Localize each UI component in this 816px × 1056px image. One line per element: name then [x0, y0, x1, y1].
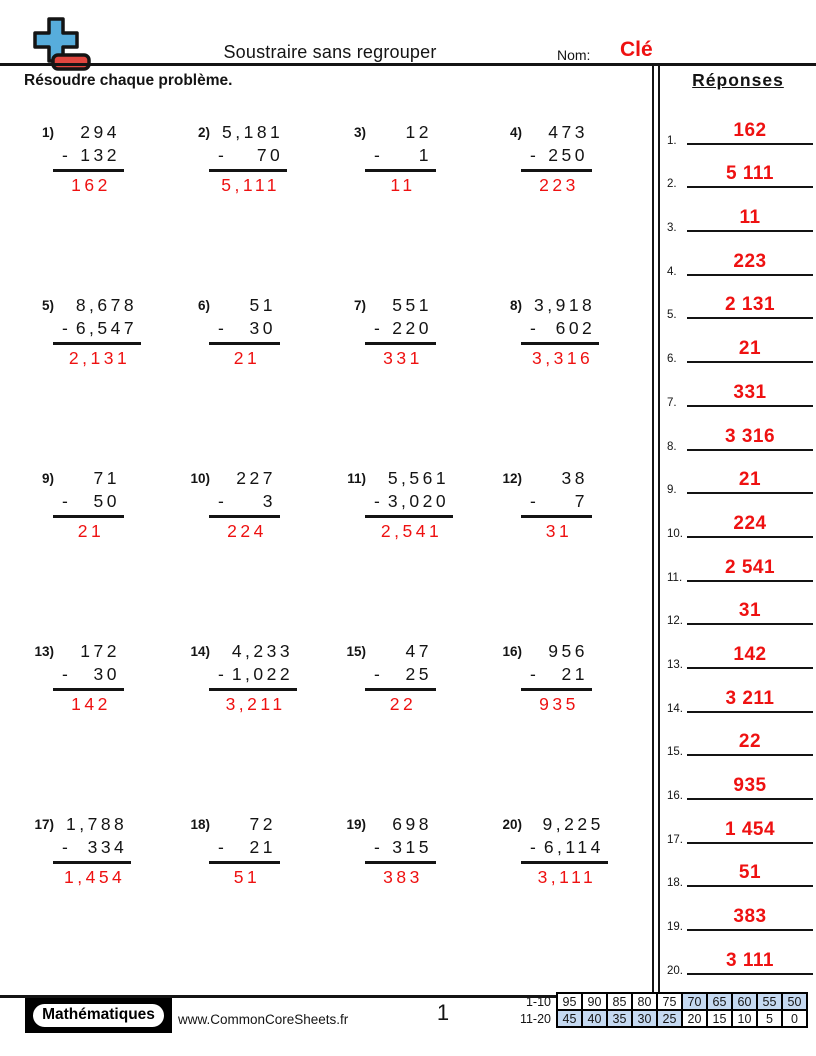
subtrahend: 315: [392, 837, 432, 857]
subtrahend-row: [218, 837, 276, 858]
problem-18: [180, 814, 336, 987]
problem-work: [218, 468, 276, 542]
problem-11: [336, 468, 492, 641]
answer-number: 14.: [667, 702, 683, 715]
problem-answer: 51: [233, 867, 261, 887]
answer-value: 162: [733, 119, 767, 141]
answer-value: 383: [733, 906, 767, 928]
answer-row-7: [661, 369, 815, 413]
problem-number: 16): [502, 644, 522, 659]
answers-title: Réponses: [692, 70, 784, 90]
minus-sign: -: [530, 837, 536, 857]
answer-line: [687, 623, 813, 625]
subtrahend: 3: [262, 491, 276, 511]
problem-17: [24, 814, 180, 987]
problem-answer: 5,111: [221, 175, 280, 195]
minuend: 473: [548, 122, 588, 142]
problem-13: [24, 641, 180, 814]
brand-label: Mathématiques: [31, 1002, 166, 1029]
minus-sign: -: [374, 837, 380, 857]
subtrahend-row: [62, 318, 137, 339]
problem-answer: 21: [77, 521, 105, 541]
minuend: 956: [548, 641, 588, 661]
problem-rule: [365, 688, 436, 691]
minuend: 5,561: [387, 468, 450, 488]
answer-line: [687, 842, 813, 844]
answer-number: 11.: [667, 571, 683, 584]
problem-work: [62, 814, 127, 888]
score-range-label: 11-20: [519, 1011, 551, 1026]
answer-line: [687, 754, 813, 756]
minus-sign: -: [374, 318, 380, 338]
score-cell: 50: [782, 993, 807, 1010]
problem-work: [218, 122, 283, 196]
answer-row-9: [661, 457, 815, 501]
answer-row-8: [661, 413, 815, 457]
minuend: 51: [249, 295, 276, 315]
problem-6: [180, 295, 336, 468]
score-cell: 55: [757, 993, 782, 1010]
problem-rule: [365, 515, 453, 518]
problem-answer: 331: [383, 348, 423, 368]
score-cell: 25: [657, 1010, 682, 1027]
problem-answer: 11: [390, 175, 416, 195]
subtrahend-row: [530, 664, 588, 685]
answer-value: 935: [733, 775, 767, 796]
subtrahend-row: [374, 664, 432, 685]
score-row-2: [515, 1010, 807, 1027]
answer-line: [687, 230, 813, 232]
answer-value: 22: [738, 731, 762, 753]
subtrahend: 7: [574, 491, 588, 511]
minuend: 9,225: [542, 814, 604, 834]
subtrahend-row: [218, 318, 276, 339]
subtrahend: 6,114: [543, 837, 604, 857]
problem-number: 4): [509, 125, 522, 140]
minus-sign: -: [62, 491, 68, 511]
problem-work: [530, 122, 588, 196]
answer-value: 223: [733, 250, 767, 272]
header-rule: [0, 63, 816, 66]
score-row-1: [515, 993, 807, 1010]
answer-row-6: [661, 325, 815, 369]
problem-answer: 3,111: [537, 867, 597, 887]
minuend: 1,788: [66, 814, 128, 834]
instruction-text: Résoudre chaque problème.: [24, 72, 233, 89]
problem-work: [374, 814, 432, 888]
minus-sign: -: [374, 664, 380, 684]
minus-sign: -: [374, 491, 380, 511]
problem-10: [180, 468, 336, 641]
answer-value: 31: [738, 600, 762, 622]
subtrahend-row: [374, 837, 432, 858]
problem-rule: [53, 688, 124, 691]
minuend: 3,918: [534, 295, 596, 315]
problem-work: [62, 295, 137, 369]
problem-number: 1): [41, 125, 54, 140]
minuend: 4,233: [231, 641, 294, 661]
problem-2: [180, 122, 336, 295]
answer-value: 21: [738, 338, 762, 360]
problem-rule: [209, 688, 297, 691]
page-number: 1: [436, 1000, 450, 1025]
score-cell: 70: [682, 993, 707, 1010]
problem-4: [492, 122, 648, 295]
worksheet-title: Soustraire sans regrouper: [223, 42, 437, 62]
answer-value: 21: [738, 469, 762, 491]
score-table: [515, 992, 808, 1028]
minuend: 71: [93, 468, 120, 488]
score-cell: 90: [582, 993, 607, 1010]
subtrahend-row: [218, 491, 276, 512]
problem-work: [62, 468, 120, 542]
subtrahend: 1: [418, 145, 432, 165]
problem-work: [374, 641, 432, 715]
problem-19: [336, 814, 492, 987]
problem-answer: 1,454: [64, 867, 126, 887]
answer-line: [687, 580, 813, 582]
answer-row-20: [661, 937, 815, 981]
subtrahend: 25: [405, 664, 432, 684]
minus-sign: -: [218, 837, 224, 857]
subtrahend: 3,020: [387, 491, 450, 511]
score-cell: 0: [782, 1010, 807, 1027]
answer-value: 224: [733, 512, 767, 534]
answer-value: 3 111: [726, 949, 774, 971]
answer-row-18: [661, 850, 815, 894]
problem-number: 12): [502, 471, 522, 486]
answer-line: [687, 186, 813, 188]
problem-work: [218, 295, 276, 369]
minuend: 5,181: [222, 122, 284, 142]
subtrahend-row: [530, 491, 588, 512]
minuend: 551: [392, 295, 432, 315]
problem-number: 11): [347, 471, 366, 486]
problem-work: [530, 814, 604, 888]
answer-value: 1 454: [724, 818, 776, 840]
subtrahend: 602: [555, 318, 596, 338]
problem-work: [530, 295, 595, 369]
subtrahend: 220: [392, 318, 432, 338]
answer-value: 3 211: [725, 687, 775, 709]
answer-number: 16.: [667, 790, 683, 802]
problem-rule: [53, 342, 141, 345]
subtrahend: 21: [249, 837, 276, 857]
answer-row-11: [661, 544, 815, 588]
problem-answer: 935: [539, 694, 579, 714]
subtrahend-row: [62, 837, 127, 858]
problem-20: [492, 814, 648, 987]
answer-value: 11: [739, 207, 761, 229]
subtrahend-row: [62, 664, 120, 685]
answer-value: 142: [733, 643, 767, 665]
subtrahend-row: [530, 145, 588, 166]
website-url: www.CommonCoreSheets.fr: [178, 1012, 349, 1027]
subtrahend-row: [374, 491, 449, 512]
answer-number: 2.: [667, 178, 677, 191]
problem-9: [24, 468, 180, 641]
problem-1: [24, 122, 180, 295]
answer-value: 5 111: [726, 163, 774, 185]
answer-line: [687, 361, 813, 363]
minus-sign: -: [62, 145, 68, 165]
score-cell: 45: [557, 1010, 582, 1027]
answer-number: 19.: [667, 921, 683, 934]
minus-sign: -: [530, 145, 536, 165]
name-value-key: Clé: [620, 38, 653, 61]
minuend: 294: [80, 122, 120, 142]
name-label: Nom:: [557, 47, 591, 63]
answer-row-12: [661, 588, 815, 632]
problem-answer: 142: [71, 694, 111, 714]
minus-sign: -: [62, 837, 68, 857]
answer-row-14: [661, 675, 815, 719]
score-cell: 65: [707, 993, 732, 1010]
subtrahend-row: [530, 318, 595, 339]
problem-7: [336, 295, 492, 468]
subtrahend-row: [62, 145, 120, 166]
answer-row-3: [661, 194, 815, 238]
answer-row-15: [661, 719, 815, 763]
score-range-label: 1-10: [525, 994, 551, 1009]
answers-list: [661, 107, 815, 981]
answer-row-13: [661, 631, 815, 675]
answer-line: [687, 973, 813, 975]
minuend: 47: [405, 641, 432, 661]
score-cell: 80: [632, 993, 657, 1010]
answer-row-19: [661, 893, 815, 937]
subtrahend-row: [62, 491, 120, 512]
problem-rule: [365, 342, 436, 345]
subtrahend-row: [218, 664, 293, 685]
subtrahend: 334: [87, 837, 128, 857]
answer-row-2: [661, 151, 815, 195]
subtrahend: 1,022: [231, 664, 294, 684]
problem-number: 20): [502, 817, 522, 832]
score-cell: 75: [657, 993, 682, 1010]
minuend: 227: [236, 468, 276, 488]
problem-16: [492, 641, 648, 814]
problem-number: 18): [190, 817, 210, 832]
minus-sign: -: [530, 318, 536, 338]
minuend: 72: [249, 814, 276, 834]
brand-badge: [25, 998, 172, 1033]
minus-sign: -: [218, 491, 224, 511]
answer-value: 3 316: [724, 425, 776, 447]
answer-number: 20.: [667, 964, 683, 977]
answer-row-10: [661, 500, 815, 544]
answer-line: [687, 317, 813, 319]
subtrahend-row: [218, 145, 283, 166]
problem-number: 15): [346, 644, 366, 659]
problem-3: [336, 122, 492, 295]
subtrahend: 21: [561, 664, 588, 684]
minuend: 12: [405, 122, 432, 142]
problem-rule: [209, 515, 280, 518]
problem-number: 5): [41, 298, 54, 313]
answer-number: 15.: [667, 746, 683, 759]
problem-14: [180, 641, 336, 814]
answer-row-17: [661, 806, 815, 850]
subtrahend: 30: [93, 664, 120, 684]
problem-answer: 3,211: [225, 694, 286, 714]
answer-number: 17.: [667, 833, 683, 846]
problem-work: [218, 641, 293, 715]
answer-number: 8.: [667, 440, 677, 453]
answer-row-16: [661, 762, 815, 806]
score-cell: 60: [732, 993, 757, 1010]
problem-rule: [521, 688, 592, 691]
minus-sign: -: [218, 664, 224, 684]
answer-line: [687, 449, 813, 451]
answer-row-4: [661, 238, 815, 282]
answer-line: [687, 274, 813, 276]
problem-5: [24, 295, 180, 468]
problem-number: 9): [41, 471, 54, 486]
problem-number: 10): [190, 471, 210, 486]
subtrahend-row: [374, 145, 432, 166]
problem-rule: [521, 861, 608, 864]
problem-answer: 3,316: [532, 348, 594, 368]
problem-8: [492, 295, 648, 468]
problem-12: [492, 468, 648, 641]
problem-answer: 162: [71, 175, 111, 195]
problem-number: 2): [197, 125, 210, 140]
answer-line: [687, 885, 813, 887]
problem-15: [336, 641, 492, 814]
subtrahend: 50: [93, 491, 120, 511]
score-cell: 5: [757, 1010, 782, 1027]
answer-number: 9.: [667, 484, 677, 497]
score-cell: 20: [682, 1010, 707, 1027]
score-cell: 30: [632, 1010, 657, 1027]
answer-number: 5.: [667, 309, 677, 322]
answer-number: 10.: [667, 527, 683, 540]
subtrahend: 6,547: [75, 318, 138, 338]
problem-rule: [365, 861, 436, 864]
minus-sign: -: [218, 318, 224, 338]
problem-answer: 224: [227, 521, 267, 541]
answer-value: 51: [738, 862, 762, 884]
problem-rule: [209, 342, 280, 345]
problem-work: [530, 468, 588, 542]
answer-number: 13.: [667, 658, 683, 671]
problem-rule: [365, 169, 436, 172]
answer-line: [687, 405, 813, 407]
score-cell: 95: [557, 993, 582, 1010]
minus-sign: -: [62, 318, 68, 338]
problem-number: 14): [190, 644, 210, 659]
answers-divider: [652, 66, 660, 995]
problem-number: 17): [34, 817, 54, 832]
score-cell: 15: [707, 1010, 732, 1027]
problem-work: [374, 468, 449, 542]
answer-row-1: [661, 107, 815, 151]
score-cell: 85: [607, 993, 632, 1010]
subtrahend: 132: [80, 145, 120, 165]
problem-rule: [209, 169, 287, 172]
minus-sign: -: [218, 145, 224, 165]
problem-answer: 2,131: [68, 348, 131, 368]
answer-number: 18.: [667, 877, 683, 890]
minuend: 8,678: [75, 295, 138, 315]
answer-number: 1.: [667, 134, 677, 147]
problem-answer: 223: [539, 175, 579, 195]
answer-line: [687, 143, 813, 145]
minus-sign: -: [530, 491, 536, 511]
answer-line: [687, 492, 813, 494]
answer-number: 7.: [667, 396, 677, 409]
problem-answer: 22: [389, 694, 417, 714]
answer-row-5: [661, 282, 815, 326]
minuend: 172: [80, 641, 120, 661]
answer-number: 12.: [667, 615, 683, 628]
problem-rule: [53, 169, 124, 172]
problem-answer: 383: [383, 867, 423, 887]
answers-panel: [661, 70, 815, 981]
problem-number: 3): [353, 125, 366, 140]
answer-line: [687, 929, 813, 931]
problem-number: 13): [34, 644, 54, 659]
problem-number: 19): [346, 817, 366, 832]
subtrahend: 30: [249, 318, 276, 338]
problem-rule: [53, 515, 124, 518]
problem-answer: 31: [545, 521, 573, 541]
problem-answer: 2,541: [380, 521, 443, 541]
subtrahend-row: [374, 318, 432, 339]
problem-work: [62, 122, 120, 196]
answer-number: 4.: [667, 265, 677, 278]
problem-rule: [521, 342, 599, 345]
problem-number: 6): [197, 298, 210, 313]
subtrahend-row: [530, 837, 604, 858]
subtrahend: 70: [256, 145, 284, 165]
problem-rule: [209, 861, 280, 864]
problem-work: [374, 295, 432, 369]
answer-line: [687, 711, 813, 713]
problem-rule: [53, 861, 131, 864]
answer-value: 331: [733, 381, 767, 403]
score-cell: 10: [732, 1010, 757, 1027]
minus-sign: -: [530, 664, 536, 684]
minus-sign: -: [374, 145, 380, 165]
problem-work: [530, 641, 588, 715]
problem-answer: 21: [233, 348, 261, 368]
answer-number: 3.: [667, 222, 677, 235]
answer-value: 2 131: [724, 294, 776, 316]
answer-line: [687, 536, 813, 538]
minus-sign: -: [62, 664, 68, 684]
problem-work: [218, 814, 276, 888]
answer-number: 6.: [667, 353, 677, 366]
answer-line: [687, 798, 813, 800]
answer-line: [687, 667, 813, 669]
score-cell: 40: [582, 1010, 607, 1027]
subtrahend: 250: [548, 145, 588, 165]
score-cell: 35: [607, 1010, 632, 1027]
problem-number: 7): [353, 298, 366, 313]
answer-value: 2 541: [724, 556, 776, 578]
problem-number: 8): [509, 298, 522, 313]
problem-rule: [521, 169, 592, 172]
problem-rule: [521, 515, 592, 518]
minuend: 38: [561, 468, 588, 488]
problem-work: [374, 122, 432, 196]
problem-work: [62, 641, 120, 715]
problems-grid: [24, 122, 648, 987]
minuend: 698: [392, 814, 432, 834]
